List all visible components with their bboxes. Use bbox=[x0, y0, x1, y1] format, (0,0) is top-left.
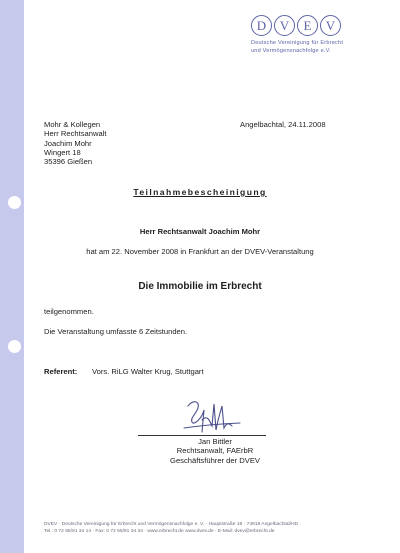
signatory-title: Rechtsanwalt, FAErbR bbox=[176, 446, 254, 456]
left-margin-stripe bbox=[0, 0, 24, 553]
participation-text: teilgenommen. bbox=[44, 307, 94, 316]
referent-value: Vors. RiLG Walter Krug, Stuttgart bbox=[92, 367, 204, 376]
signatory-block bbox=[150, 437, 280, 465]
address-line: 35396 Gießen bbox=[44, 157, 93, 167]
logo-letter: E bbox=[297, 15, 318, 36]
logo-subtitle-line1: Deutsche Vereinigung für Erbrecht bbox=[251, 40, 344, 46]
address-line: Joachim Mohr bbox=[44, 138, 92, 148]
signatory-name: Jan Bittler bbox=[198, 437, 232, 446]
address-line: Mohr & Kollegen bbox=[44, 120, 101, 129]
logo-letter-circles bbox=[251, 15, 389, 36]
footer-contact-line: Tel.: 0 72 65/91 34 14 · Fax: 0 72 65/91 34 34 · www.erbrecht.de www.dvev.de · E-Mail: dvev@erbrecht.de bbox=[44, 529, 275, 535]
duration-text: Die Veranstaltung umfasste 6 Zeitstunden. bbox=[44, 327, 188, 336]
logo-letter: D bbox=[251, 15, 272, 36]
referent-label: Referent: bbox=[44, 367, 78, 376]
address-line: Herr Rechtsanwalt bbox=[44, 129, 107, 139]
logo-letter: V bbox=[320, 15, 341, 36]
recipient-name: Herr Rechtsanwalt Joachim Mohr bbox=[139, 227, 261, 236]
address-line: Wingert 18 bbox=[44, 147, 81, 157]
logo-letter: V bbox=[274, 15, 295, 36]
letterhead-footer bbox=[44, 521, 298, 536]
punch-hole bbox=[8, 196, 21, 209]
document-heading: Teilnahmebescheinigung bbox=[133, 187, 267, 197]
event-description: hat am 22. November 2008 in Frankfurt an der DVEV-Veranstaltung bbox=[86, 247, 314, 256]
footer-address-line: DVEV · Deutsche Vereinigung für Erbrecht und Vermögensnachfolge e. V. · Hauptstraße 18 · 74918 Angelbachtal/HD bbox=[44, 522, 299, 527]
event-title: Die Immobilie im Erbrecht bbox=[138, 281, 262, 292]
sender-address bbox=[44, 120, 106, 166]
punch-hole bbox=[8, 340, 21, 353]
signature bbox=[180, 396, 244, 438]
place-date: Angelbachtal, 24.11.2008 bbox=[240, 120, 326, 129]
signatory-role: Geschäftsführer der DVEV bbox=[170, 455, 260, 465]
signature-line bbox=[138, 435, 266, 436]
dvev-logo bbox=[251, 15, 389, 55]
logo-subtitle-line2: und Vermögensnachfolge e.V. bbox=[251, 48, 331, 54]
